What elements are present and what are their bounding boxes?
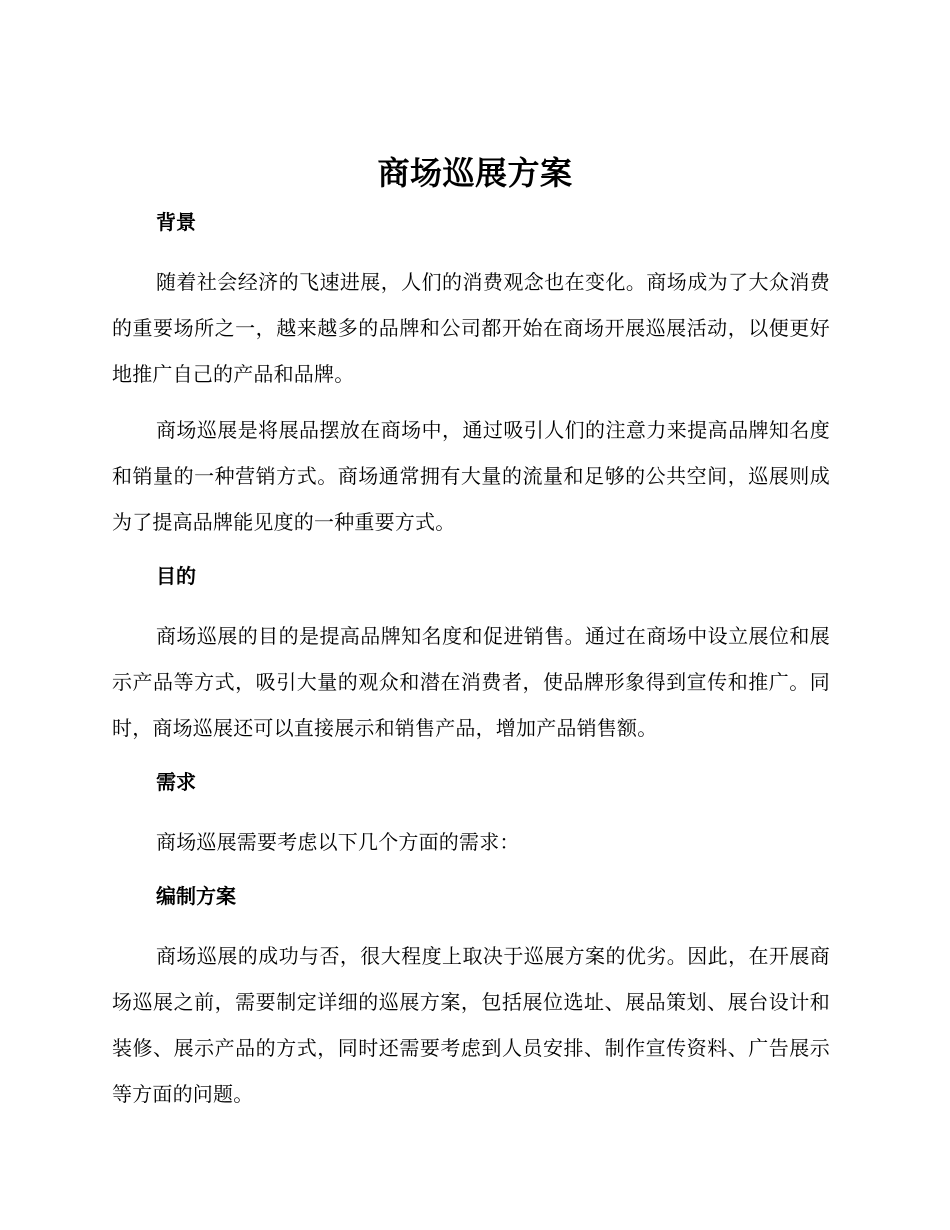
section-heading: 编制方案	[156, 884, 236, 908]
paragraph: 商场巡展的目的是提高品牌知名度和促进销售。通过在商场中设立展位和展示产品等方式，吸引大量的观众和潜在消费者，使品牌形象得到宣传和推广。同时，商场巡展还可以直接展示和销售产品，增加产品销售额。	[112, 624, 830, 740]
section-purpose	[112, 559, 830, 751]
section-heading: 背景	[156, 210, 196, 234]
section-heading: 目的	[156, 564, 196, 588]
paragraph: 随着社会经济的飞速进展，人们的消费观念也在变化。商场成为了大众消费的重要场所之一，越来越多的品牌和公司都开始在商场开展巡展活动，以便更好地推广自己的产品和品牌。	[112, 270, 830, 386]
document-title: 商场巡展方案	[377, 154, 573, 192]
section-background	[112, 205, 830, 545]
section-heading: 需求	[156, 770, 196, 794]
paragraph: 商场巡展的成功与否，很大程度上取决于巡展方案的优劣。因此，在开展商场巡展之前，需要制定详细的巡展方案，包括展位选址、展品策划、展台设计和装修、展示产品的方式，同时还需要考虑到人员安排、制作宣传资料、广告展示等方面的问题。	[112, 944, 830, 1106]
paragraph: 商场巡展需要考虑以下几个方面的需求：	[156, 830, 520, 854]
section-requirements	[112, 765, 830, 865]
section-planning	[112, 879, 830, 1117]
document-body	[112, 205, 830, 1117]
paragraph: 商场巡展是将展品摆放在商场中，通过吸引人们的注意力来提高品牌知名度和销量的一种营销方式。商场通常拥有大量的流量和足够的公共空间，巡展则成为了提高品牌能见度的一种重要方式。	[112, 418, 830, 534]
